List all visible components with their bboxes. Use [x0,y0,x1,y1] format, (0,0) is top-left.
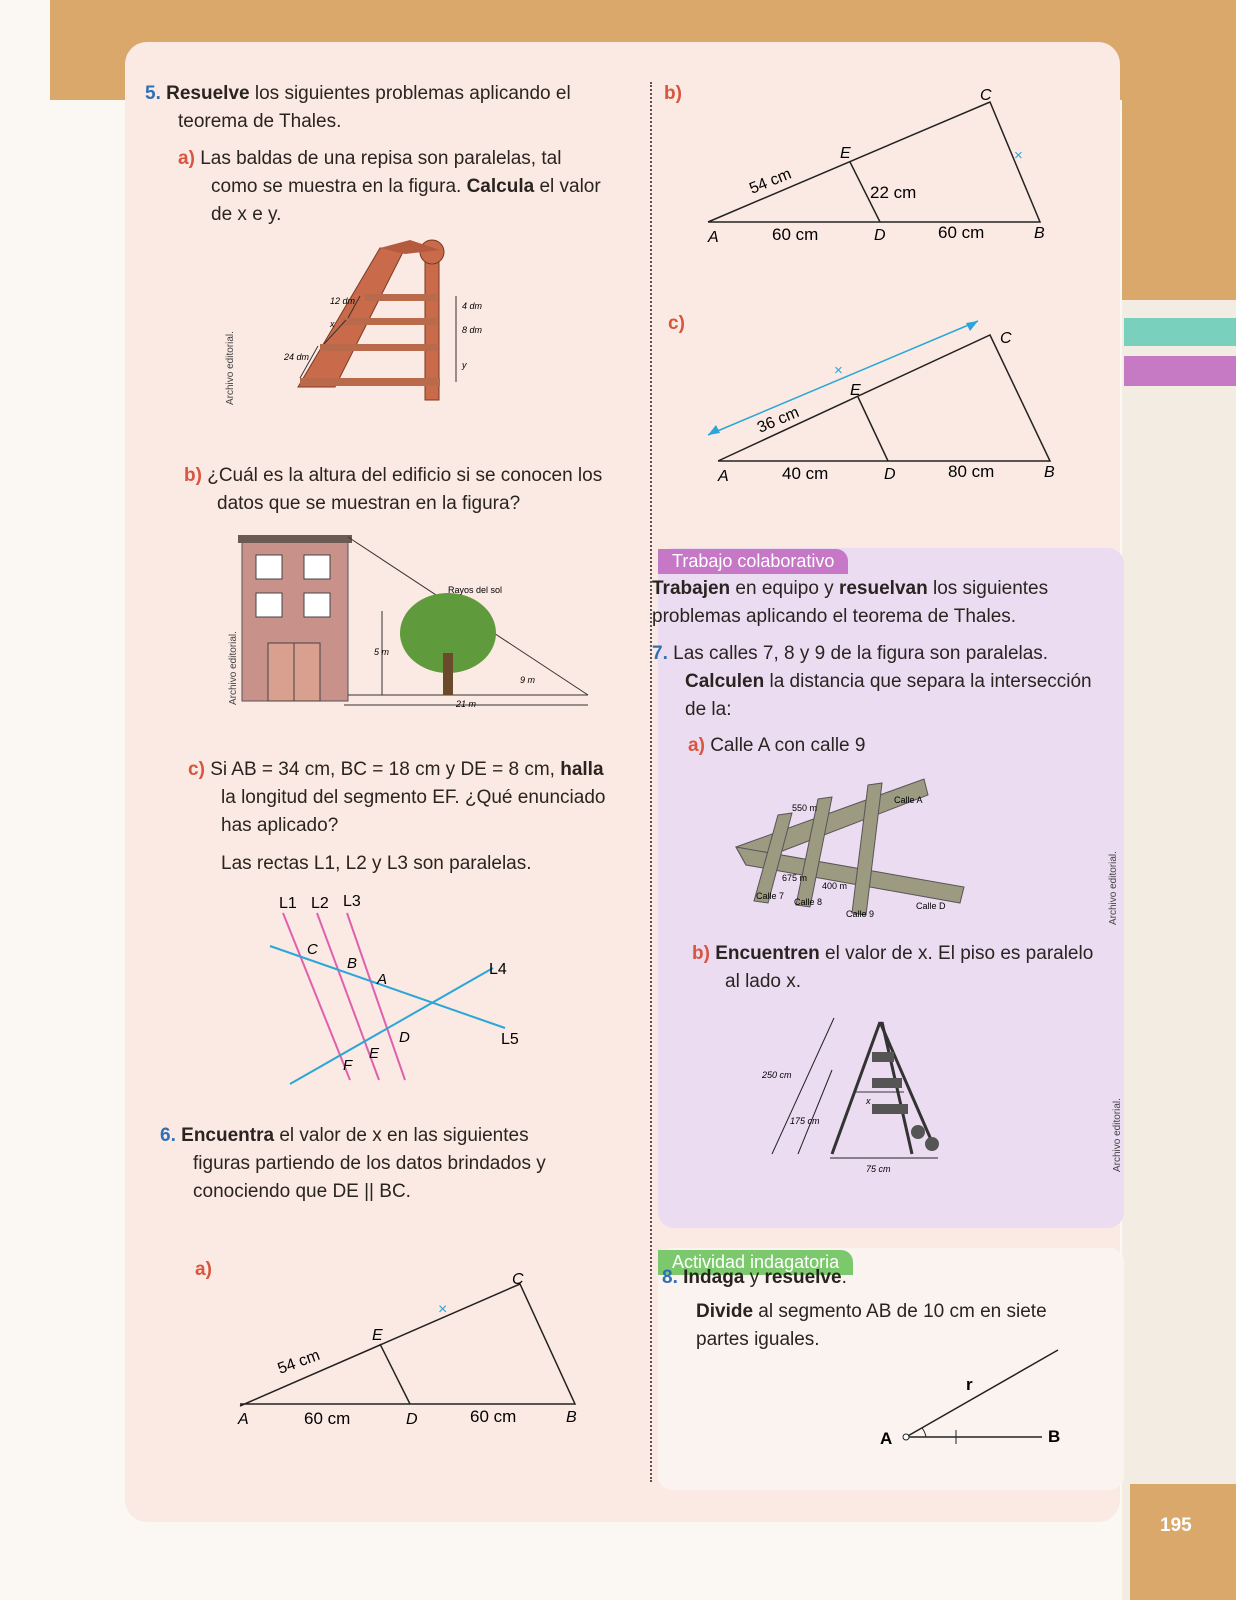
indag-tab: Actividad indagatoria [658,1250,853,1275]
b-de: 22 cm [870,183,917,202]
credit-label-2: Archivo editorial. [228,631,239,705]
d2-label: 21 m [456,699,477,709]
b-db: 60 cm [938,223,985,242]
ex8-heading: 8. Indaga y resuelve. [662,1267,847,1288]
ray-r: r [966,1375,973,1394]
triangle-c-figure [700,315,1080,490]
b-D: D [874,227,886,244]
a-B: B [566,1409,577,1426]
a-D: D [406,1411,418,1428]
label-A: A [377,971,388,988]
c-ae: 36 cm [754,404,802,437]
c-db: 80 cm [948,462,995,481]
b-E: E [840,145,851,162]
building-figure [238,535,598,725]
label-D: D [399,1029,410,1046]
ladder-figure [760,1012,950,1177]
label-L1: L1 [279,895,297,912]
height-label: 5 m [374,647,390,657]
label-L4: L4 [489,961,507,978]
ex5a-text: a) Las baldas de una repisa son paralelas, tal como se muestra en la figura. Calcula el valor de x e y. [178,148,601,225]
page-number-band [1130,1484,1236,1600]
s675: 675 m [782,873,808,883]
label-F: F [343,1057,353,1074]
ladder-x: x [866,1096,871,1106]
collab-intro: Trabajen en equipo y resuelvan los siguientes problemas aplicando el teorema de Thales. [652,578,1049,627]
c-D: D [884,466,896,483]
shelf-r2: 8 dm [462,325,483,335]
ex6a-label: a) [195,1259,212,1280]
right-color-band [1122,0,1236,300]
ladder-175: 175 cm [790,1116,820,1126]
c-B: B [1044,464,1055,481]
c-C: C [1000,330,1012,347]
column-divider [650,82,652,1482]
label-B: B [347,955,358,972]
section-tab-pink [1124,356,1236,386]
ex7a-text: a) Calle A con calle 9 [688,735,866,756]
b-ad: 60 cm [772,225,819,244]
section-tab-green [1124,318,1236,346]
c-E: E [850,382,861,399]
point-A: A [880,1429,893,1448]
streets-figure [728,775,978,925]
a-ae: 54 cm [275,1346,323,1378]
triangle-b-figure [700,82,1070,252]
label-E: E [369,1045,380,1062]
shelf-l3: 24 dm [284,352,310,362]
shelf-r3: y [462,360,467,370]
s550: 550 m [792,803,818,813]
ex7-text: 7. Las calles 7, 8 y 9 de la figura son paralelas. Calculen la distancia que separa la intersección de la: [652,643,1092,720]
ex5b-text: b) ¿Cuál es la altura del edificio si se conocen los datos que se muestran en la figura? [184,465,603,514]
c8: Calle 8 [794,897,823,907]
a-A: A [238,1411,249,1428]
credit-label-3: Archivo editorial. [1108,851,1119,925]
s400: 400 m [822,881,848,891]
label-C: C [307,941,318,958]
shelf-figure [280,232,500,404]
b-B: B [1034,225,1045,242]
ex6-heading: 6. Encuentra el valor de x en las siguientes figuras partiendo de los datos brindados y conociendo que DE || BC. [160,1125,546,1202]
ex6c-label: c) [668,313,685,334]
a-db: 60 cm [470,1407,517,1426]
a-E: E [372,1327,383,1344]
label-L2: L2 [311,895,329,912]
cd: Calle D [916,901,946,911]
ca: Calle A [894,795,923,805]
a-x: × [438,1301,448,1318]
label-L3: L3 [343,893,361,910]
ladder-75: 75 cm [866,1164,891,1174]
ex5c-text: c) Si AB = 34 cm, BC = 18 cm y DE = 8 cm, halla la longitud del segmento EF. ¿Qué enunciado has aplicado? [188,759,606,836]
c7: Calle 7 [756,891,785,901]
rays-label: Rayos del sol [448,585,503,595]
segment-figure [870,1340,1070,1455]
shelf-l1: 12 dm [330,296,356,306]
ex5c-note: Las rectas L1, L2 y L3 son paralelas. [221,853,532,874]
ex6b-label: b) [664,83,682,104]
credit-label: Archivo editorial. [225,331,236,405]
collab-tab: Trabajo colaborativo [658,549,848,574]
c-A: A [718,468,729,485]
b-x: × [1014,147,1023,164]
ex8-text: Divide al segmento AB de 10 cm en siete partes iguales. [696,1301,1047,1350]
triangle-a-figure [230,1268,590,1438]
shelf-r1: 4 dm [462,301,483,311]
b-C: C [980,87,992,104]
c-x: × [834,362,843,379]
b-ae: 54 cm [747,165,794,198]
point-B: B [1048,1427,1061,1446]
label-L5: L5 [501,1031,519,1048]
parallel-lines-figure [265,888,535,1093]
ex7b-text: b) Encuentren el valor de x. El piso es paralelo al lado x. [692,943,1094,992]
page-number: 195 [1160,1515,1192,1536]
b-A: A [708,229,719,246]
a-C: C [512,1271,524,1288]
c-ad: 40 cm [782,464,829,483]
c9: Calle 9 [846,909,875,919]
shelf-l2: x [330,319,335,329]
d1-label: 9 m [520,675,536,685]
ex5-heading: 5. Resuelve los siguientes problemas aplicando el teorema de Thales. [145,83,571,132]
credit-label-4: Archivo editorial. [1112,1098,1123,1172]
ladder-250: 250 cm [762,1070,792,1080]
a-ad: 60 cm [304,1409,351,1428]
